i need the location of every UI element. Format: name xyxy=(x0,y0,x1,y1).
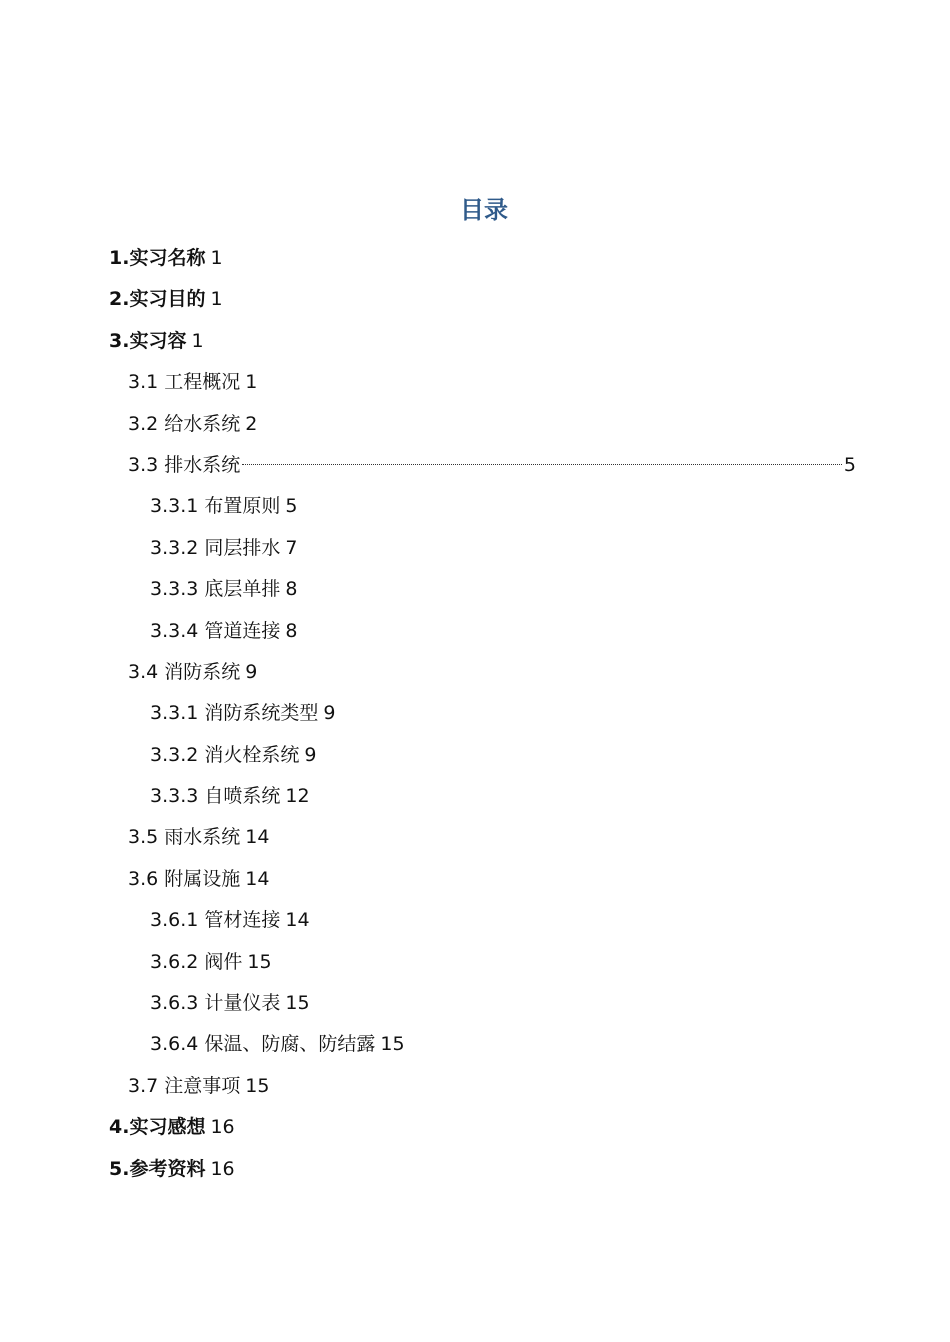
toc-entry-text: 3.6.1 管材连接 xyxy=(150,909,281,932)
toc-entry-page: 1 xyxy=(210,288,223,311)
toc-entry-text: 1.实习名称 xyxy=(109,247,206,269)
toc-entry-text: 3.3.2 消火栓系统 xyxy=(150,743,300,766)
toc-entry-internship-content[interactable] xyxy=(0,321,950,362)
toc-entry-page: 16 xyxy=(210,1157,235,1180)
toc-entry-text: 3.6.3 计量仪表 xyxy=(150,992,281,1015)
toc-entry-text: 3.3.1 布置原则 xyxy=(150,495,281,518)
toc-entry-page: 1 xyxy=(245,371,258,394)
toc-entry-page: 1 xyxy=(210,247,223,269)
toc-entry-references[interactable] xyxy=(0,1149,950,1190)
table-of-contents xyxy=(0,238,950,1190)
toc-entry-water-supply[interactable] xyxy=(0,404,950,445)
toc-entry-text: 3.3.2 同层排水 xyxy=(150,536,281,559)
toc-entry-page: 15 xyxy=(245,1074,270,1097)
toc-entry-page: 14 xyxy=(245,826,270,849)
toc-entry-page: 8 xyxy=(285,578,298,601)
toc-entry-text: 3.3.3 自喷系统 xyxy=(150,785,281,808)
toc-entry-text: 3.2 给水系统 xyxy=(128,412,241,435)
toc-entry-fire-system-types[interactable] xyxy=(0,693,950,734)
toc-entry-page: 8 xyxy=(285,619,298,642)
toc-entry-page: 15 xyxy=(380,1033,405,1056)
toc-entry-page: 1 xyxy=(191,329,204,352)
toc-entry-insulation[interactable] xyxy=(0,1024,950,1065)
toc-entry-page: 14 xyxy=(285,909,310,932)
toc-entry-page: 9 xyxy=(304,743,317,766)
toc-entry-internship-name[interactable] xyxy=(0,238,950,279)
toc-entry-page: 9 xyxy=(323,702,336,725)
dot-leader xyxy=(242,464,842,465)
toc-entry-page: 15 xyxy=(247,950,272,973)
toc-entry-valves[interactable] xyxy=(0,942,950,983)
toc-entry-page: 15 xyxy=(285,992,310,1015)
toc-entry-auxiliary-facilities[interactable] xyxy=(0,859,950,900)
toc-entry-hydrant-system[interactable] xyxy=(0,735,950,776)
toc-entry-text: 3.3.3 底层单排 xyxy=(150,578,281,601)
toc-entry-text: 3.6.2 阀件 xyxy=(150,950,243,973)
toc-entry-page: 5 xyxy=(843,453,856,476)
toc-entry-text: 3.3.4 管道连接 xyxy=(150,619,281,642)
toc-entry-drainage[interactable] xyxy=(0,445,856,486)
toc-entry-precautions[interactable] xyxy=(0,1066,950,1107)
toc-entry-text: 3.6 附属设施 xyxy=(128,867,241,890)
toc-entry-same-floor-drainage[interactable] xyxy=(0,528,950,569)
toc-entry-text: 3.实习容 xyxy=(109,329,187,352)
toc-entry-fire-system[interactable] xyxy=(0,652,950,693)
toc-entry-text: 3.6.4 保温、防腐、防结露 xyxy=(150,1033,376,1056)
toc-entry-text: 3.7 注意事项 xyxy=(128,1074,241,1097)
toc-entry-sprinkler-system[interactable] xyxy=(0,776,950,817)
toc-entry-text: 3.3.1 消防系统类型 xyxy=(150,702,319,725)
toc-entry-pipe-connection[interactable] xyxy=(0,611,950,652)
toc-entry-project-overview[interactable] xyxy=(0,362,950,403)
toc-entry-page: 16 xyxy=(210,1116,235,1139)
toc-entry-page: 9 xyxy=(245,660,258,683)
toc-entry-page: 5 xyxy=(285,495,298,518)
toc-entry-page: 7 xyxy=(285,536,298,559)
toc-entry-page: 2 xyxy=(245,412,258,435)
toc-title: 目录 xyxy=(460,196,508,224)
toc-entry-text: 3.5 雨水系统 xyxy=(128,826,241,849)
toc-entry-text: 3.1 工程概况 xyxy=(128,371,241,394)
toc-entry-rainwater-system[interactable] xyxy=(0,817,950,858)
toc-entry-layout-principles[interactable] xyxy=(0,486,950,527)
toc-entry-ground-floor-separate[interactable] xyxy=(0,569,950,610)
toc-entry-page: 14 xyxy=(245,867,270,890)
toc-entry-internship-purpose[interactable] xyxy=(0,279,950,320)
toc-entry-meters[interactable] xyxy=(0,983,950,1024)
toc-entry-text: 3.4 消防系统 xyxy=(128,660,241,683)
toc-entry-reflections[interactable] xyxy=(0,1107,950,1148)
toc-entry-text: 4.实习感想 xyxy=(109,1116,206,1139)
toc-entry-pipe-material-connection[interactable] xyxy=(0,900,950,941)
toc-entry-text: 5.参考资料 xyxy=(109,1157,206,1180)
toc-entry-text: 2.实习目的 xyxy=(109,288,206,311)
toc-entry-page: 12 xyxy=(285,785,310,808)
toc-entry-text: 3.3 排水系统 xyxy=(128,453,241,476)
